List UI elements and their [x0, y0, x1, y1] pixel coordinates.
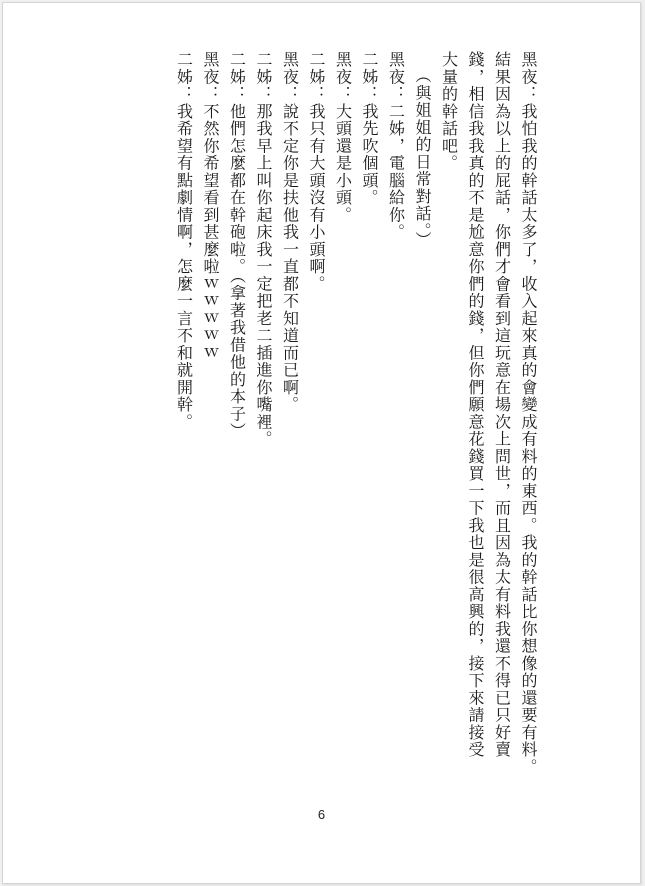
- text-line: 二姊：我希望有點劇情啊，怎麼一言不和就開幹。: [174, 51, 194, 431]
- text-line: 錢，相信我我真的不是尬意你們的錢，但你們願意花錢買一下我也是很高興的，接下來請接受: [466, 51, 485, 759]
- text-line: 二姊：他們怎麼都在幹砲啦。（拿著我借他的本子）: [227, 51, 247, 440]
- vertical-text-block: [121, 51, 541, 811]
- text-line: 二姊：我先吹個頭。: [360, 51, 379, 207]
- text-line: 黑夜：二姊，電腦給你。: [386, 51, 406, 241]
- text-line: 黑夜：說不定你是扶他我一直都不知道而已啊。: [280, 51, 300, 414]
- text-line: （與姐姐的日常對話。）: [413, 67, 432, 249]
- document-page: [2, 2, 641, 884]
- page-number: 6: [317, 807, 326, 822]
- text-line: 黑夜：大頭還是小頭。: [333, 51, 353, 224]
- text-line: 二姊：我只有大頭沒有小頭啊。: [307, 51, 326, 293]
- text-line: 大量的幹話吧。: [439, 51, 459, 172]
- text-line: 二姊：那我早上叫你起床我一定把老二插進你嘴裡。: [254, 51, 273, 448]
- text-line: 結果因為以上的屁話，你們才會看到這玩意在場次上問世，而且因為太有料我還不得已只好賣: [492, 51, 512, 759]
- text-line: 黑夜：不然你希望看到甚麼啦ｗｗｗｗｗ: [201, 51, 220, 362]
- text-line: 黑夜：我怕我的幹話太多了，收入起來真的會變成有料的東西。我的幹話比你想像的還要有料。: [519, 51, 538, 776]
